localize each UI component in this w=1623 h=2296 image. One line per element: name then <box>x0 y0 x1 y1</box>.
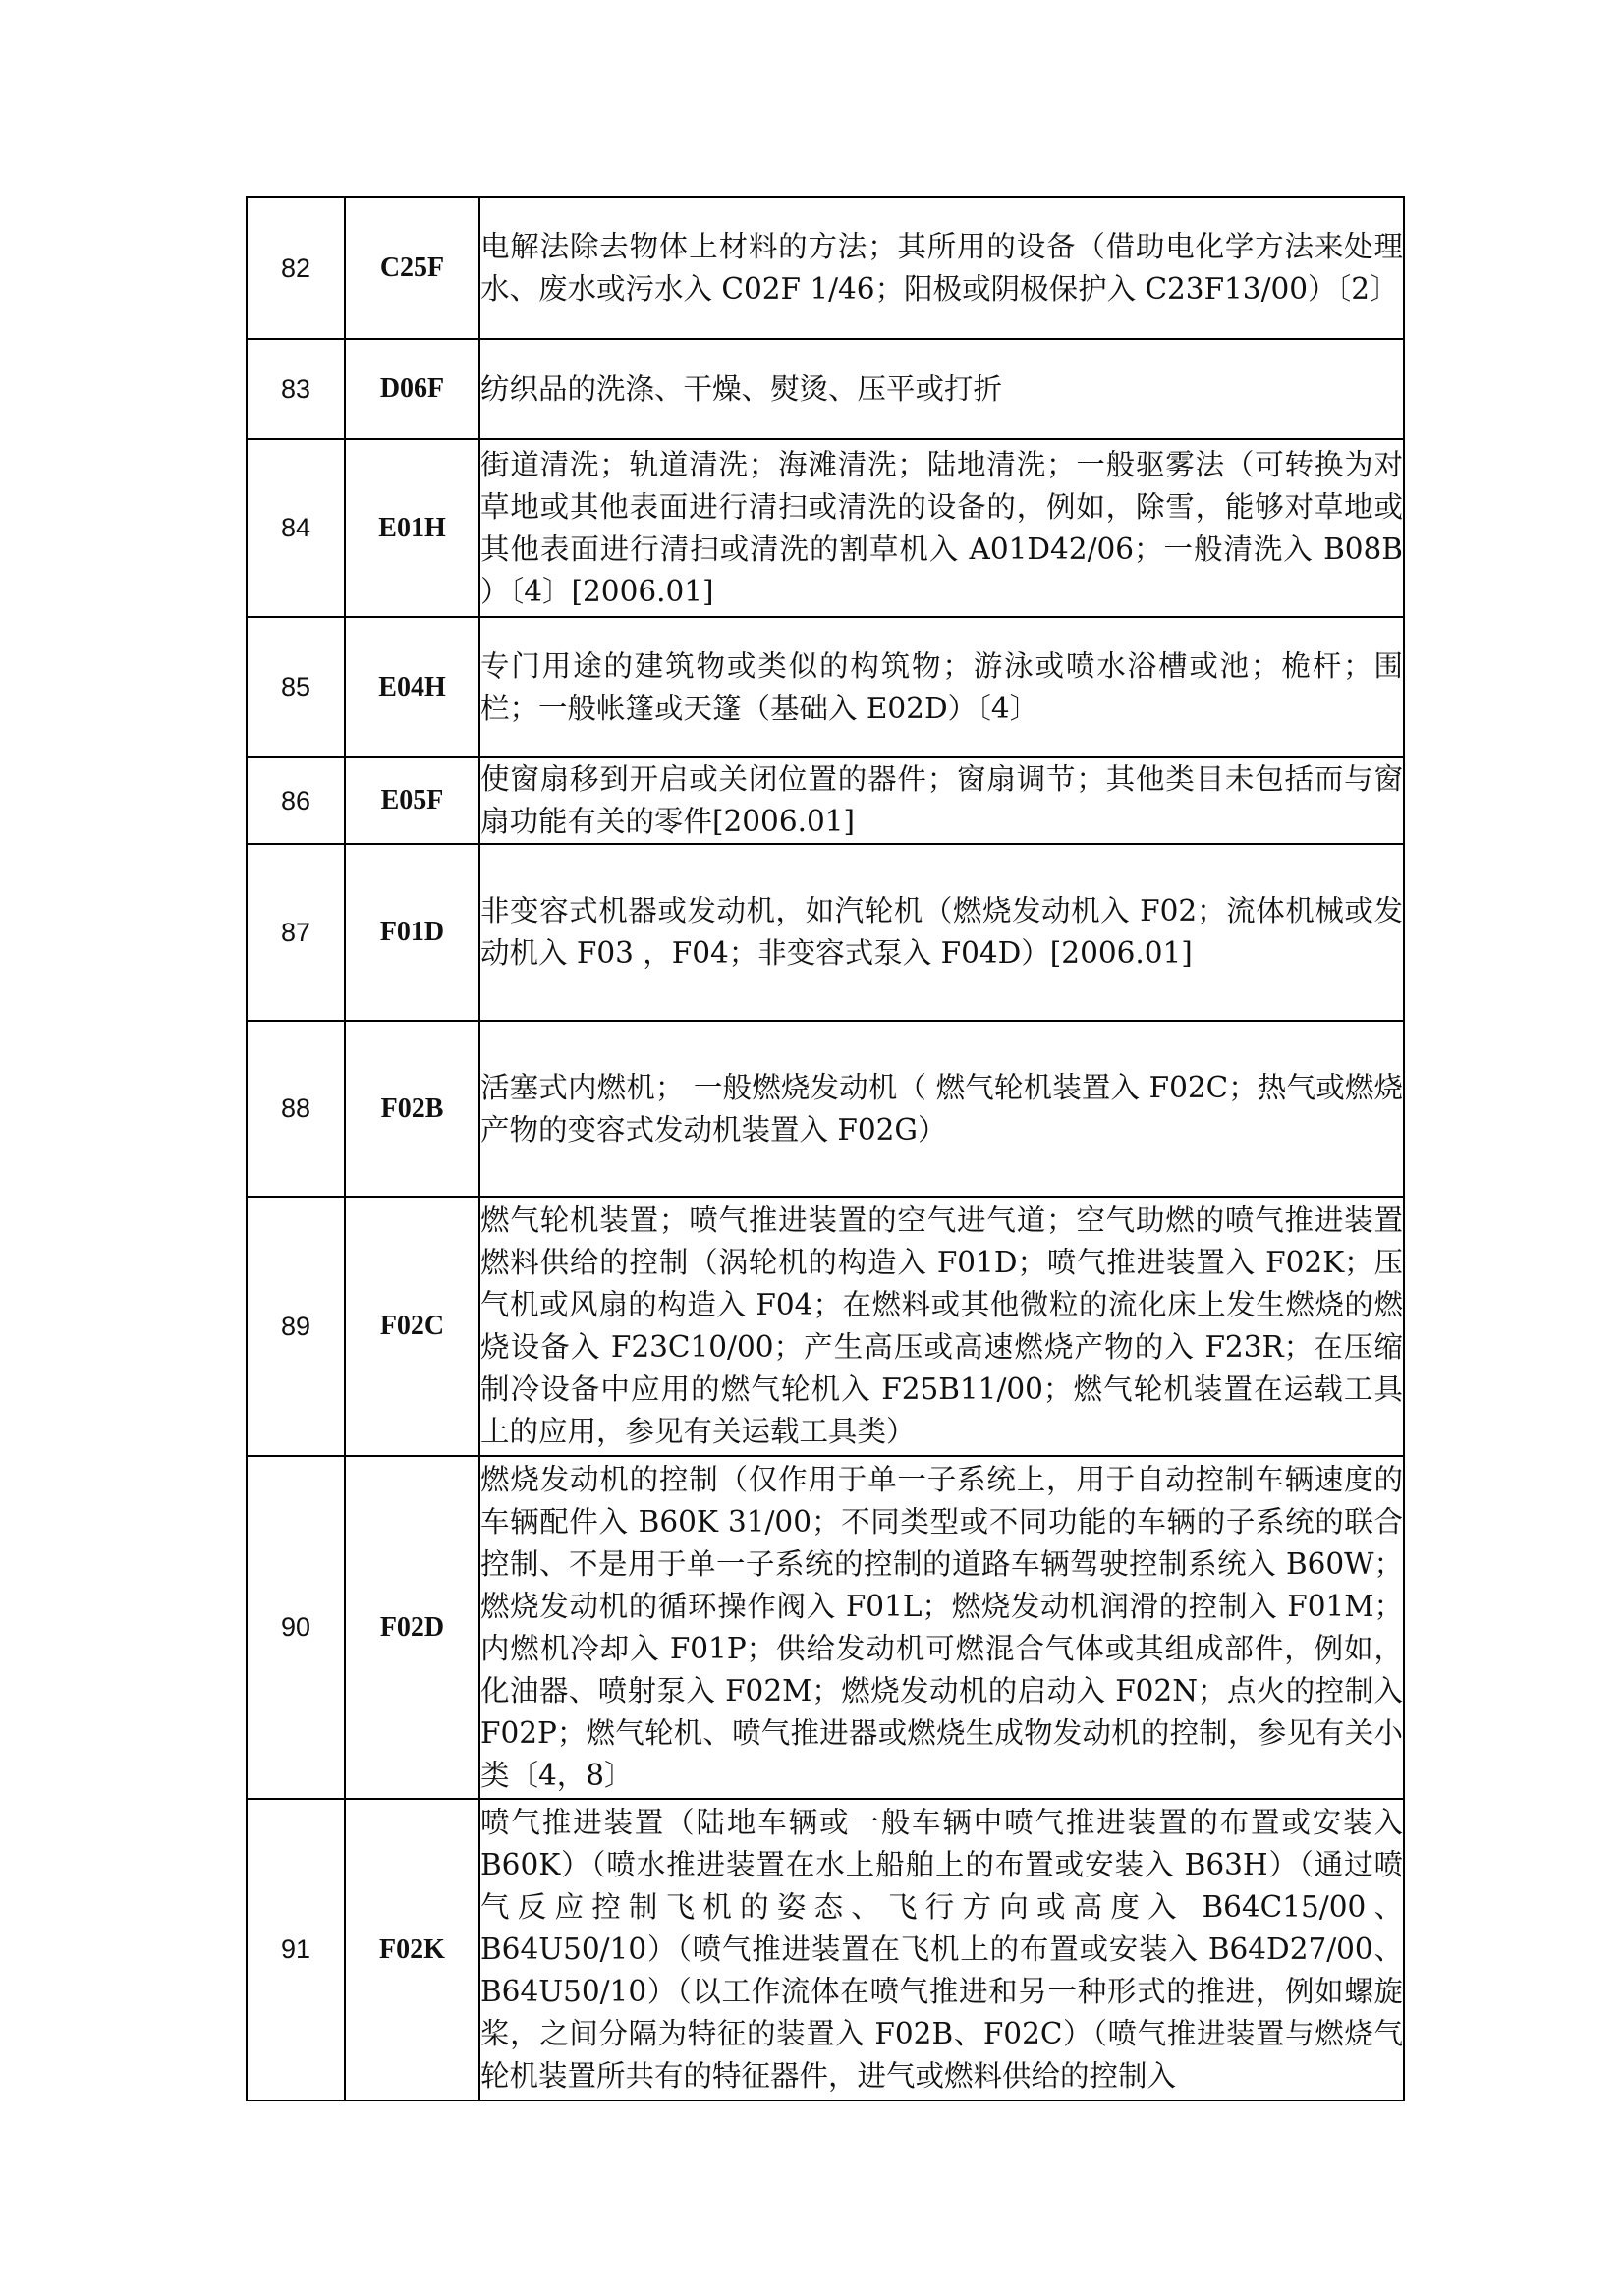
row-number: 91 <box>247 1799 345 2100</box>
class-description: 非变容式机器或发动机，如汽轮机（燃烧发动机入 F02；流体机械或发动机入 F03 ，F04；非变容式泵入 F04D）[2006.01] <box>479 844 1404 1021</box>
class-code: C25F <box>345 197 479 339</box>
row-number: 88 <box>247 1021 345 1197</box>
table-row <box>247 1799 1404 2100</box>
classification-table <box>246 196 1405 2101</box>
class-description: 喷气推进装置（陆地车辆或一般车辆中喷气推进装置的布置或安装入 B60K）（喷水推进装置在水上船舶上的布置或安装入 B63H）（通过喷气反应控制飞机的姿态、飞行方向或高度入 B64C15/00、B64U50/10）（喷气推进装置在飞机上的布置或安装入 B64D27/00、B64U50/10）（以工作流体在喷气推进和另一种形式的推进，例如螺旋桨，之间分隔为特征的装置入 F02B、F02C）（喷气推进装置与燃烧气轮机装置所共有的特征器件，进气或燃料供给的控制入 <box>479 1799 1404 2100</box>
class-code: F02C <box>345 1197 479 1456</box>
table-row <box>247 1021 1404 1197</box>
table-row <box>247 439 1404 617</box>
table-row <box>247 339 1404 439</box>
class-description: 电解法除去物体上材料的方法；其所用的设备（借助电化学方法来处理水、废水或污水入 C02F 1/46；阳极或阴极保护入 C23F13/00）〔2〕 <box>479 197 1404 339</box>
row-number: 90 <box>247 1456 345 1799</box>
table-row <box>247 197 1404 339</box>
class-code: E05F <box>345 757 479 844</box>
class-code: F01D <box>345 844 479 1021</box>
class-code: E04H <box>345 617 479 757</box>
class-description: 活塞式内燃机； 一般燃烧发动机（ 燃气轮机装置入 F02C；热气或燃烧产物的变容式发动机装置入 F02G） <box>479 1021 1404 1197</box>
row-number: 89 <box>247 1197 345 1456</box>
table-row <box>247 844 1404 1021</box>
class-code: F02D <box>345 1456 479 1799</box>
class-description: 燃烧发动机的控制（仅作用于单一子系统上，用于自动控制车辆速度的车辆配件入 B60K 31/00；不同类型或不同功能的车辆的子系统的联合控制、不是用于单一子系统的控制的道路车辆驾驶控制系统入 B60W；燃烧发动机的循环操作阀入 F01L；燃烧发动机润滑的控制入 F01M；内燃机冷却入 F01P；供给发动机可燃混合气体或其组成部件，例如，化油器、喷射泵入 F02M；燃烧发动机的启动入 F02N；点火的控制入 F02P；燃气轮机、喷气推进器或燃烧生成物发动机的控制，参见有关小类〔4，8〕 <box>479 1456 1404 1799</box>
class-code: F02B <box>345 1021 479 1197</box>
table-row <box>247 1197 1404 1456</box>
class-code: F02K <box>345 1799 479 2100</box>
table-row <box>247 617 1404 757</box>
row-number: 82 <box>247 197 345 339</box>
class-description: 纺织品的洗涤、干燥、熨烫、压平或打折 <box>479 339 1404 439</box>
row-number: 87 <box>247 844 345 1021</box>
row-number: 84 <box>247 439 345 617</box>
table-row <box>247 757 1404 844</box>
class-description: 燃气轮机装置；喷气推进装置的空气进气道；空气助燃的喷气推进装置燃料供给的控制（涡轮机的构造入 F01D；喷气推进装置入 F02K；压气机或风扇的构造入 F04；在燃料或其他微粒的流化床上发生燃烧的燃烧设备入 F23C10/00；产生高压或高速燃烧产物的入 F23R；在压缩制冷设备中应用的燃气轮机入 F25B11/00；燃气轮机装置在运载工具上的应用，参见有关运载工具类） <box>479 1197 1404 1456</box>
class-description: 街道清洗；轨道清洗；海滩清洗；陆地清洗；一般驱雾法（可转换为对草地或其他表面进行清扫或清洗的设备的，例如，除雪，能够对草地或其他表面进行清扫或清洗的割草机入 A01D42/06；一般清洗入 B08B ）〔4〕[2006.01] <box>479 439 1404 617</box>
class-code: D06F <box>345 339 479 439</box>
row-number: 86 <box>247 757 345 844</box>
class-code: E01H <box>345 439 479 617</box>
row-number: 85 <box>247 617 345 757</box>
class-description: 使窗扇移到开启或关闭位置的器件；窗扇调节；其他类目未包括而与窗扇功能有关的零件[2006.01] <box>479 757 1404 844</box>
table-row <box>247 1456 1404 1799</box>
row-number: 83 <box>247 339 345 439</box>
class-description: 专门用途的建筑物或类似的构筑物；游泳或喷水浴槽或池；桅杆；围栏；一般帐篷或天篷（基础入 E02D）〔4〕 <box>479 617 1404 757</box>
